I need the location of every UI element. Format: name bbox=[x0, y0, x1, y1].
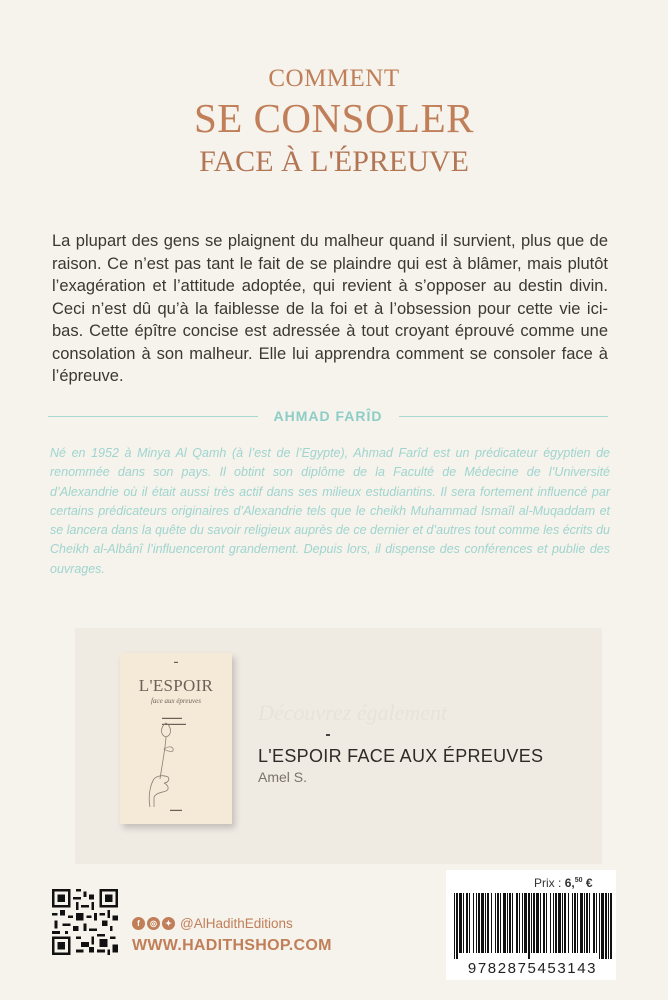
qr-code-icon bbox=[52, 889, 118, 955]
title-line-1: COMMENT bbox=[268, 65, 400, 92]
instagram-icon[interactable]: ◎ bbox=[147, 917, 160, 930]
title-line-2: SE CONSOLER bbox=[193, 95, 474, 141]
twitter-icon[interactable]: ✦ bbox=[162, 917, 175, 930]
facebook-icon[interactable]: f bbox=[132, 917, 145, 930]
price-main: 6, bbox=[564, 876, 575, 890]
title-line-3: FACE À L'ÉPREUVE bbox=[199, 145, 469, 178]
cover-subtitle: face aux épreuves bbox=[151, 697, 201, 705]
divider-right bbox=[399, 416, 609, 417]
hand-flower-icon bbox=[140, 721, 184, 809]
website-link[interactable]: WWW.HADITHSHOP.COM bbox=[132, 937, 332, 954]
promo-book-title: L'ESPOIR FACE AUX ÉPREUVES bbox=[258, 746, 544, 766]
barcode-icon bbox=[452, 893, 613, 959]
back-cover-blurb: La plupart des gens se plaignent du malheur quand il survient, plus que de raison. Ce n’est pas tant le fait de se plaindre qui est à blâmer, mais plutôt l’exagération et l’attitude adoptée, qui revient à s’opposer au destin divin. Ceci n’est dû qu’à la faiblesse de la foi et à l’obsession pour cette vie ici-bas. Cette épître concise est adressée à tout croyant éprouvé comme une consolation à son malheur. Elle lui apprendra comment se consoler face à l’épreuve. bbox=[52, 232, 608, 385]
price-cents: 50 bbox=[574, 877, 583, 884]
social-handle[interactable]: @AlHadithEditions bbox=[180, 916, 293, 931]
isbn-number: 9782875453143 bbox=[467, 960, 598, 977]
social-row bbox=[132, 916, 293, 931]
cover-publisher-top: ▬ bbox=[174, 659, 178, 664]
promo-book-author: Amel S. bbox=[258, 769, 308, 785]
price-value bbox=[565, 876, 583, 890]
author-name: AHMAD FARÎD bbox=[273, 408, 383, 424]
author-heading bbox=[48, 406, 608, 426]
cover-publisher-bottom: ▬▬▬ bbox=[170, 807, 182, 812]
price-tag bbox=[534, 876, 593, 890]
cover-title: L'ESPOIR bbox=[138, 676, 214, 695]
price-currency: € bbox=[585, 876, 593, 890]
price-label: Prix : bbox=[534, 876, 562, 890]
promo-book-cover bbox=[120, 653, 232, 824]
author-bio: Né en 1952 à Minya Al Qamh (à l’est de l’Egypte), Ahmad Farîd est un prédicateur égyptien de renommée dans son pays. Il obtint son diplôme de la Faculté de Médecine de l’Université d’Alexandrie où il était aussi très actif dans ses milieux estudiantins. Il sera fortement influencé par certains prédicateurs originaires d’Alexandrie tels que le cheikh Muhammad Ismaîl al-Muqaddam et se lancera dans la quête du savoir religieux auprès de ce dernier et d’autres tout comme les écrits du Cheikh al-Albânî l’influenceront grandement. Depuis lors, il dispense des conférences et publie des ouvrages. bbox=[50, 446, 610, 576]
book-title bbox=[0, 64, 668, 182]
divider-left bbox=[48, 416, 258, 417]
promo-heading: Découvrez également bbox=[258, 700, 448, 725]
promo-mark bbox=[326, 734, 330, 736]
cover-small-text: ▬▬▬▬▬ ▬▬▬▬▬▬ bbox=[162, 715, 186, 726]
